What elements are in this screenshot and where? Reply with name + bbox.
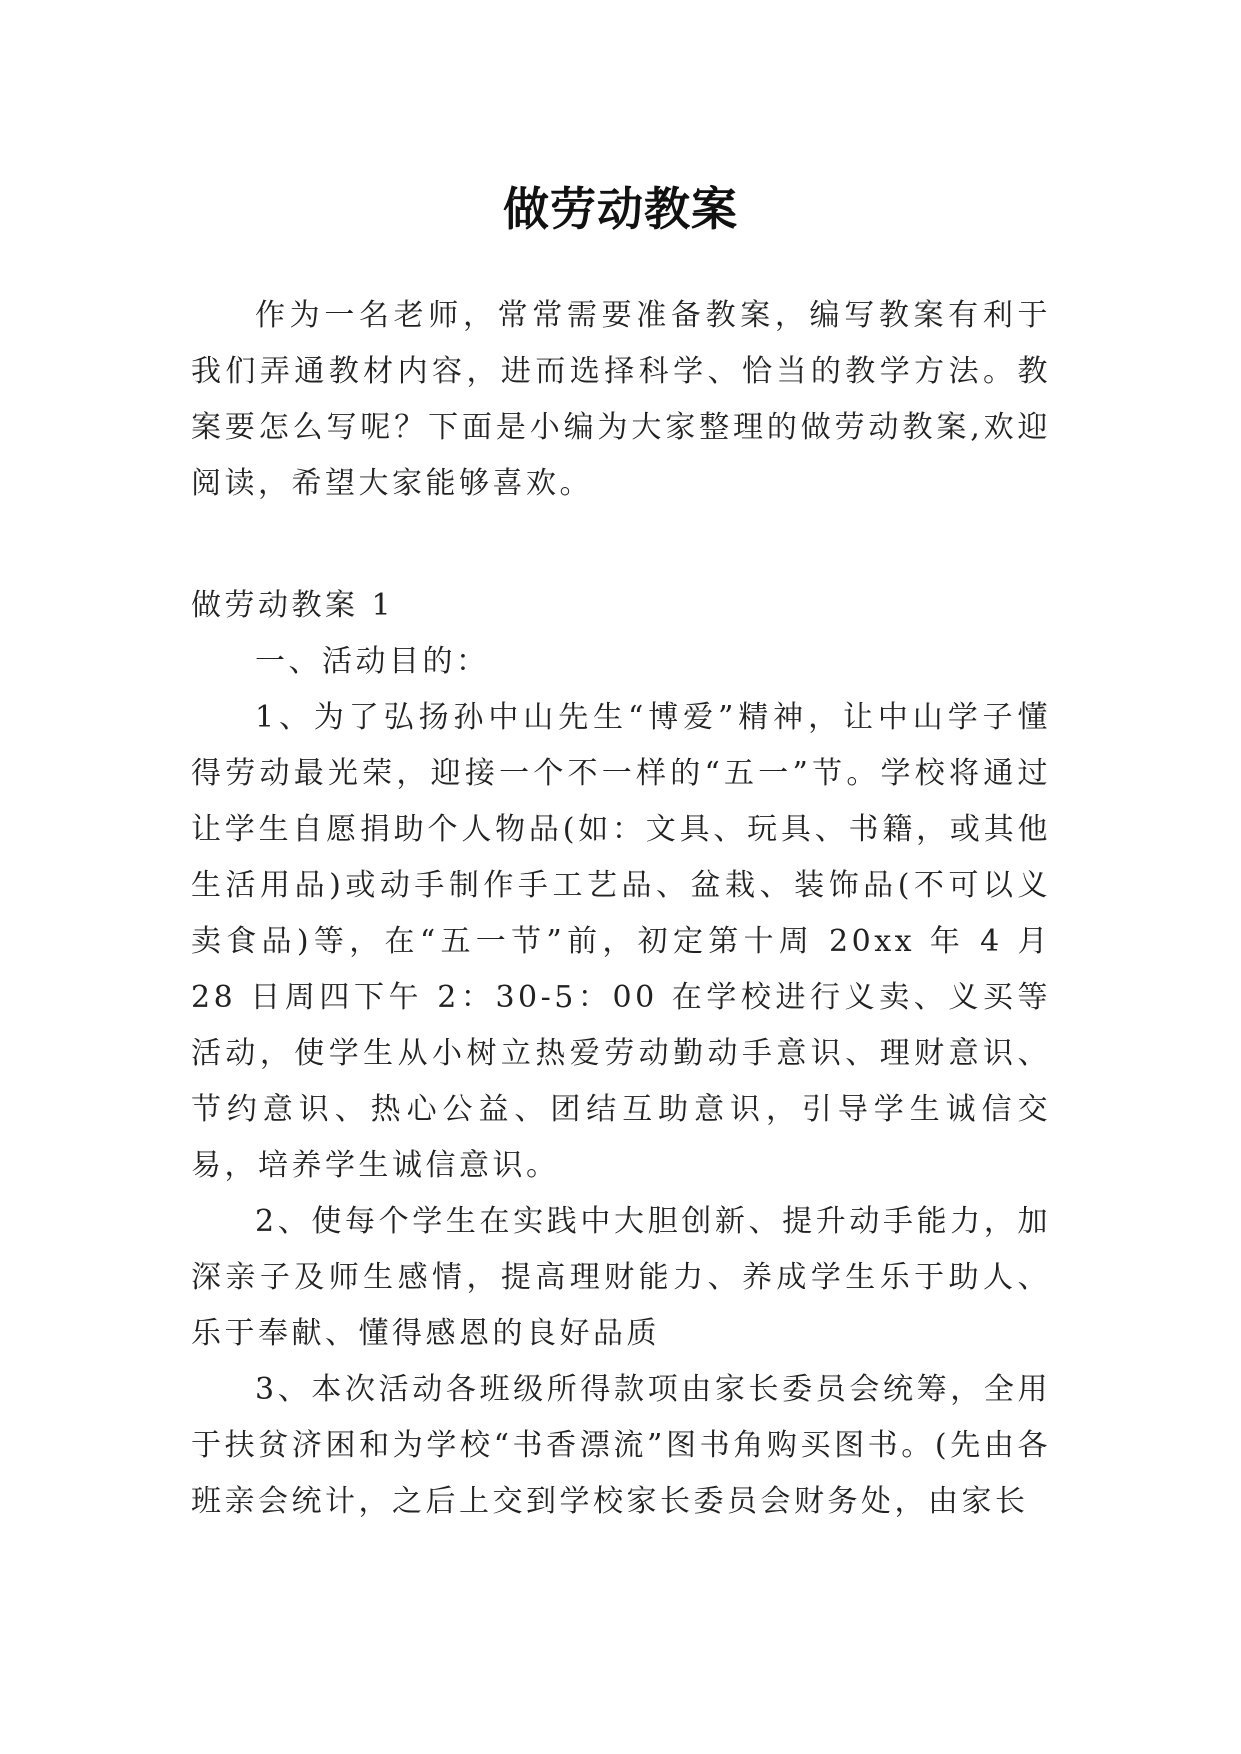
section-title: 做劳动教案 1 [191,588,395,623]
content-block [191,578,1051,1530]
paragraph-2: 2、使每个学生在实践中大胆创新、提升动手能力，加深亲子及师生感情，提高理财能力、养成学生乐于助人、乐于奉献、懂得感恩的良好品质 [191,1204,1051,1351]
paragraph-1: 1、为了弘扬孙中山先生“博爱”精神，让中山学子懂得劳动最光荣，迎接一个不一样的“五一”节。学校将通过让学生自愿捐助个人物品(如：文具、玩具、书籍，或其他生活用品)或动手制作手工艺品、盆栽、装饰品(不可以义卖食品)等，在“五一节”前，初定第十周 20xx 年 4 月 28 日周四下午 2：30-5：00 在学校进行义卖、义买等活动，使学生从小树立热爱劳动勤动手意识、理财意识、节约意识、热心公益、团结互助意识，引导学生诚信交易，培养学生诚信意识。 [191,700,1051,1183]
intro-block [191,288,1051,512]
document-title: 做劳动教案 [503,181,738,236]
paragraph-3: 3、本次活动各班级所得款项由家长委员会统筹，全用于扶贫济困和为学校“书香漂流”图书角购买图书。(先由各班亲会统计，之后上交到学校家长委员会财务处，由家长 [191,1372,1051,1519]
subheading: 一、活动目的： [255,644,490,679]
intro-paragraph: 作为一名老师，常常需要准备教案，编写教案有利于我们弄通教材内容，进而选择科学、恰当的教学方法。教案要怎么写呢？下面是小编为大家整理的做劳动教案,欢迎阅读，希望大家能够喜欢。 [191,298,1051,501]
